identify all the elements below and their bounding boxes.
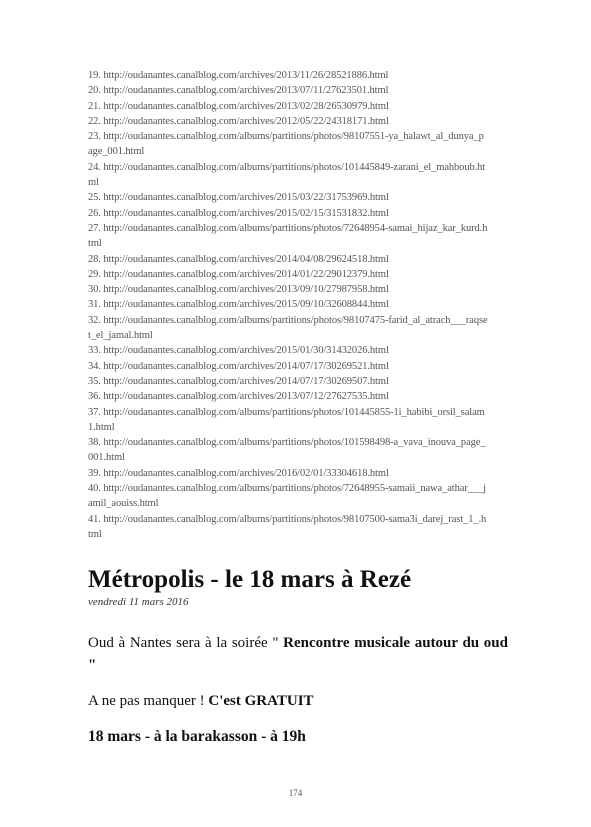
reference-link[interactable]: 27. http://oudanantes.canalblog.com/albums/partitions/photos/72648954-samai_hijaz_kar_kurd.html xyxy=(88,222,488,250)
paragraph-announcement xyxy=(88,632,508,676)
announcement-text: Oud à Nantes sera à la soirée " xyxy=(88,635,284,651)
reference-list xyxy=(88,68,488,542)
reference-link[interactable]: 23. http://oudanantes.canalblog.com/albums/partitions/photos/98107551-ya_halawt_al_dunya_page_001.html xyxy=(88,131,484,158)
event-details: 18 mars - à la barakasson - à 19h xyxy=(88,728,306,745)
reference-link[interactable]: 28. http://oudanantes.canalblog.com/archives/2014/04/08/29624518.html xyxy=(88,253,389,265)
reference-link[interactable]: 26. http://oudanantes.canalblog.com/archives/2015/02/15/31531832.html xyxy=(88,207,389,219)
paragraph-free-entry xyxy=(88,690,508,712)
reference-link[interactable]: 30. http://oudanantes.canalblog.com/archives/2013/09/10/27987958.html xyxy=(88,284,389,296)
reference-link[interactable]: 29. http://oudanantes.canalblog.com/archives/2014/01/22/29012379.html xyxy=(88,268,389,280)
reference-link[interactable]: 40. http://oudanantes.canalblog.com/albums/partitions/photos/72648955-samaii_nawa_athar___jamil_aouiss.html xyxy=(88,483,486,510)
reference-link[interactable]: 39. http://oudanantes.canalblog.com/archives/2016/02/01/33304618.html xyxy=(88,467,389,479)
free-entry-highlight: C'est GRATUIT xyxy=(208,693,314,709)
reference-link[interactable]: 31. http://oudanantes.canalblog.com/archives/2015/09/10/32608844.html xyxy=(88,299,389,311)
reference-link[interactable]: 34. http://oudanantes.canalblog.com/archives/2014/07/17/30269521.html xyxy=(88,360,389,372)
reference-link[interactable]: 22. http://oudanantes.canalblog.com/archives/2012/05/22/24318171.html xyxy=(88,115,389,127)
announcement-event-name: Rencontre musicale autour du oud " xyxy=(88,635,508,673)
reference-link[interactable]: 33. http://oudanantes.canalblog.com/archives/2015/01/30/31432026.html xyxy=(88,345,389,357)
reference-link[interactable]: 24. http://oudanantes.canalblog.com/albums/partitions/photos/101445849-zarani_el_mahboub.html xyxy=(88,161,486,189)
reference-link[interactable]: 25. http://oudanantes.canalblog.com/archives/2015/03/22/31753969.html xyxy=(88,192,389,204)
reference-link[interactable]: 32. http://oudanantes.canalblog.com/albums/partitions/photos/98107475-farid_al_atrach___raqset_el_jamal.html xyxy=(88,314,488,342)
reference-link[interactable]: 41. http://oudanantes.canalblog.com/albums/partitions/photos/98107500-sama3i_darej_rast_1_.html xyxy=(88,513,487,540)
reference-link[interactable]: 20. http://oudanantes.canalblog.com/archives/2013/07/11/27623501.html xyxy=(88,85,389,97)
reference-link[interactable]: 19. http://oudanantes.canalblog.com/archives/2013/11/26/28521886.html xyxy=(88,70,389,81)
reference-link[interactable]: 21. http://oudanantes.canalblog.com/archives/2013/02/28/26530979.html xyxy=(88,100,389,112)
free-entry-text: A ne pas manquer ! xyxy=(88,693,209,709)
post-title: Métropolis - le 18 mars à Rezé xyxy=(88,566,412,593)
reference-link[interactable]: 35. http://oudanantes.canalblog.com/archives/2014/07/17/30269507.html xyxy=(88,375,389,387)
post-date: vendredi 11 mars 2016 xyxy=(88,596,189,608)
reference-link[interactable]: 37. http://oudanantes.canalblog.com/albums/partitions/photos/101445855-1i_habibi_orsil_salam1.html xyxy=(88,406,485,433)
page-number: 174 xyxy=(288,788,303,798)
reference-link[interactable]: 38. http://oudanantes.canalblog.com/albums/partitions/photos/101598498-a_vava_inouva_page_001.html xyxy=(88,437,486,464)
reference-link[interactable]: 36. http://oudanantes.canalblog.com/archives/2013/07/12/27627535.html xyxy=(88,391,389,403)
